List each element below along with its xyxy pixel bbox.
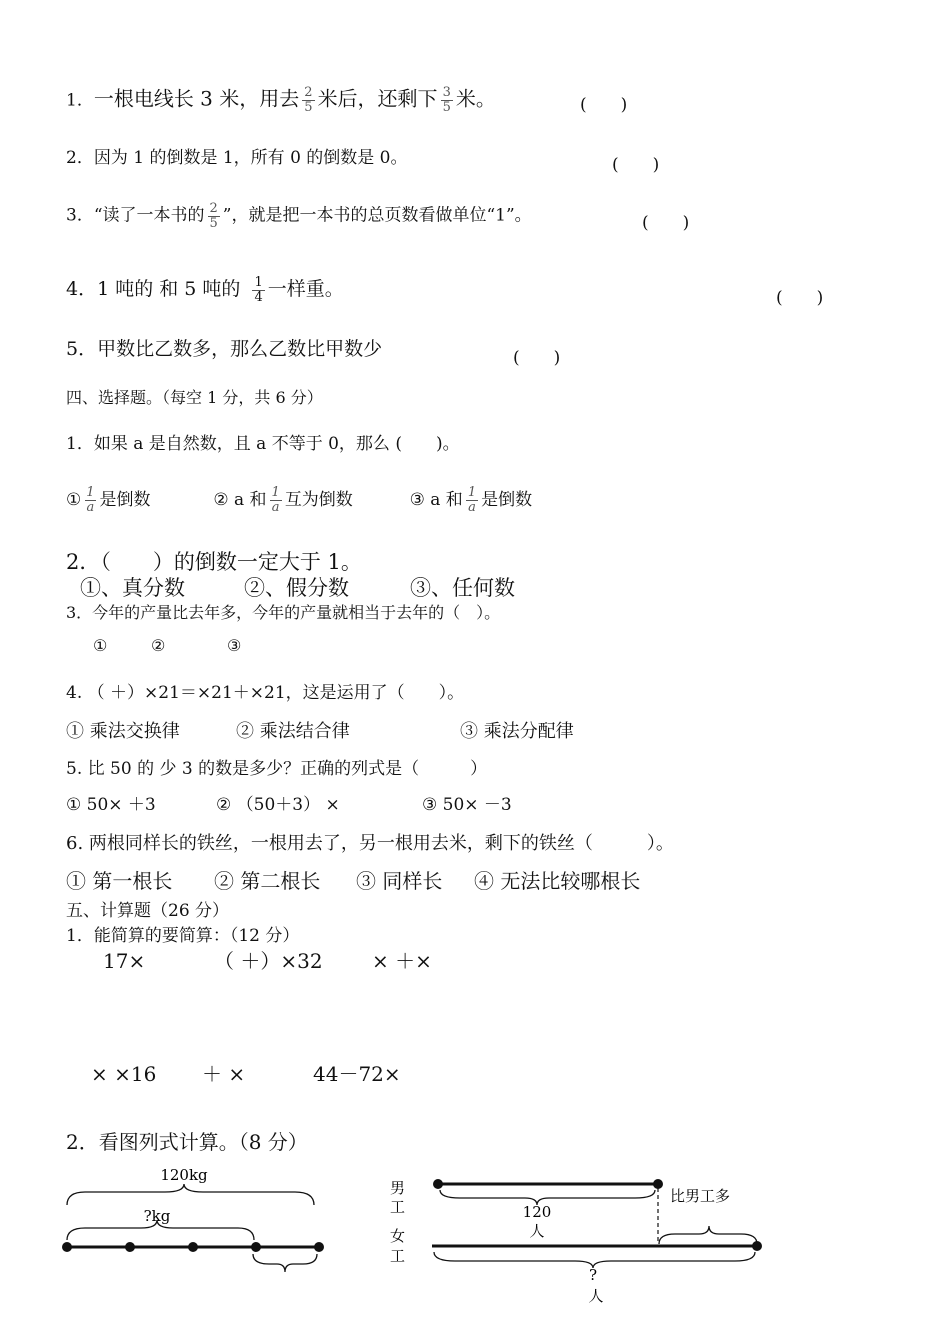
choice-q2-option-1[interactable]: ①、真分数 [80, 576, 185, 600]
fraction-1-a [466, 486, 478, 514]
fraction-numerator: 1 [271, 485, 280, 500]
fraction-1-a [84, 486, 96, 514]
calc-q1-expr-4: × ×16 [91, 1062, 157, 1086]
judge-q1-text-b: 米后，还剩下 [317, 86, 438, 111]
fraction-2-5 [208, 202, 220, 230]
fraction-numerator: 3 [442, 85, 451, 100]
option-text: 互为倒数 [284, 489, 353, 510]
calc-q1-expr-3: × ＋× [372, 949, 432, 973]
choice-q2-option-3[interactable]: ③、任何数 [410, 576, 515, 600]
fig1-point [314, 1242, 324, 1252]
fig2-more-label: 比男工多 [670, 1187, 731, 1205]
choice-q2: 2．（ ）的倒数一定大于 1。 [66, 550, 362, 574]
choice-q1-option-2[interactable] [213, 485, 353, 515]
fig2-point [433, 1179, 443, 1189]
option-text: 是倒数 [481, 489, 533, 510]
section-header-choice: 四、选择题。（每空 1 分，共 6 分） [66, 388, 323, 407]
option-mark: ② a 和 [213, 489, 267, 510]
judge-q3-answer-blank[interactable]: ( ) [642, 213, 690, 233]
section-header-calc: 五、计算题（26 分） [66, 901, 230, 921]
fig2-male-label-2: 工 [390, 1198, 406, 1216]
fraction-1-a [270, 486, 282, 514]
calc-q1-expr-5: ＋ × [202, 1062, 246, 1086]
fraction-numerator: 1 [467, 485, 477, 500]
fig1-part-label: ?kg [143, 1207, 171, 1225]
fig2-total-label-1: ? [588, 1266, 598, 1284]
fig1-total-label: 120kg [160, 1166, 208, 1184]
fig1-point [62, 1242, 72, 1252]
fraction-2-5 [302, 86, 314, 114]
fig2-female-label-2: 工 [390, 1247, 406, 1265]
fraction-numerator: 1 [254, 275, 263, 290]
judge-q1-text-a: 一根电线长 3 米，用去 [93, 86, 300, 111]
choice-q3-option-2[interactable]: ② [151, 636, 166, 655]
judge-q4-answer-blank[interactable]: ( ) [776, 288, 824, 308]
choice-q6-option-3[interactable]: ③ 同样长 [356, 869, 443, 893]
choice-q5: 5. 比 50 的 少 3 的数是多少？正确的列式是（ ） [66, 759, 488, 779]
judge-q5-answer-blank[interactable]: ( ) [513, 348, 561, 368]
fraction-denominator: 5 [442, 99, 451, 115]
choice-q1-option-3[interactable] [409, 485, 533, 515]
option-text: 是倒数 [99, 489, 151, 510]
fraction-denominator: 5 [304, 99, 313, 115]
judge-q2: 2．因为 1 的倒数是 1，所有 0 的倒数是 0。 [66, 148, 408, 168]
choice-q3-option-3[interactable]: ③ [227, 636, 242, 655]
fraction-numerator: 1 [86, 485, 95, 500]
fig1-point [188, 1242, 198, 1252]
judge-q1-answer-blank[interactable]: ( ) [580, 95, 628, 115]
calc-q1-expr-2: （ ＋）×32 [214, 949, 323, 973]
fraction-denominator: 5 [209, 215, 218, 231]
segment-diagram-workers [385, 1168, 780, 1308]
judge-q2-answer-blank[interactable]: ( ) [612, 155, 660, 175]
calc-q1: 1．能简算的要简算：（12 分） [66, 926, 300, 946]
fig2-total-label-2: 人 [588, 1287, 604, 1305]
fig2-more-brace [659, 1226, 757, 1244]
judge-q3-text-a: 3．“读了一本书的 [66, 205, 205, 226]
calc-q1-expr-1: 17× [103, 949, 146, 973]
fig2-point [752, 1241, 762, 1251]
fraction-1-4 [252, 276, 264, 304]
choice-q1: 1．如果 a 是自然数，且 a 不等于 0，那么 ( )。 [66, 434, 460, 454]
calc-q1-expr-6: 44－72× [313, 1062, 401, 1086]
choice-q6-option-4[interactable]: ④ 无法比较哪根长 [474, 869, 641, 893]
judge-q1-text-c: 米。 [455, 86, 496, 111]
choice-q6: 6. 两根同样长的铁丝，一根用去了，另一根用去米，剩下的铁丝（ ）。 [66, 833, 674, 854]
choice-q6-option-1[interactable]: ① 第一根长 [66, 869, 173, 893]
fig1-point [125, 1242, 135, 1252]
fig1-total-brace [67, 1184, 314, 1205]
choice-q1-option-1[interactable] [66, 485, 151, 515]
fraction-numerator: 2 [304, 85, 313, 100]
choice-q3-option-1[interactable]: ① [93, 636, 108, 655]
choice-q6-option-2[interactable]: ② 第二根长 [214, 869, 321, 893]
fraction-3-5 [441, 86, 453, 114]
judge-q3 [66, 202, 532, 230]
fig2-point [653, 1179, 663, 1189]
fraction-denominator: 4 [254, 289, 263, 305]
calc-q2: 2．看图列式计算。（8 分） [66, 1130, 308, 1154]
judge-q4-text-a: 4．1 吨的 和 5 吨的 [66, 278, 241, 301]
fig2-male-count-1: 120 [522, 1203, 552, 1221]
fig1-rest-brace [253, 1254, 317, 1272]
segment-diagram-weight [55, 1160, 340, 1280]
fraction-denominator: a [468, 499, 476, 515]
fraction-denominator: a [86, 499, 95, 515]
judge-q4-text-b: 一样重。 [267, 278, 344, 301]
judge-q4 [66, 276, 344, 304]
choice-q4-option-2[interactable]: ② 乘法结合律 [236, 721, 350, 742]
choice-q3: 3．今年的产量比去年多，今年的产量就相当于去年的（ ）。 [66, 603, 501, 622]
option-mark: ③ a 和 [409, 489, 463, 510]
choice-q2-option-2[interactable]: ②、假分数 [244, 576, 349, 600]
fig2-male-count-2: 人 [529, 1222, 545, 1240]
judge-q1-num: 1． [66, 90, 94, 111]
fig1-point [251, 1242, 261, 1252]
choice-q4-option-3[interactable]: ③ 乘法分配律 [460, 721, 574, 742]
fig2-female-label-1: 女 [390, 1227, 406, 1245]
fig2-male-label-1: 男 [390, 1179, 406, 1197]
choice-q4: 4. （ ＋）×21＝×21＋×21，这是运用了（ ）。 [66, 683, 465, 703]
judge-q5: 5．甲数比乙数多，那么乙数比甲数少 [66, 338, 383, 360]
choice-q1-options [66, 486, 532, 514]
fraction-denominator: a [271, 499, 280, 515]
choice-q4-option-1[interactable]: ① 乘法交换律 [66, 721, 180, 742]
fraction-numerator: 2 [209, 201, 218, 216]
choice-q5-option-2[interactable]: ② （50＋3） × [216, 795, 340, 815]
judge-q1 [66, 86, 496, 114]
choice-q5-option-1[interactable]: ① 50× ＋3 [66, 795, 156, 815]
judge-q3-text-b: ”，就是把一本书的总页数看做单位“1”。 [222, 205, 532, 226]
option-mark: ① [66, 489, 82, 510]
choice-q5-option-3[interactable]: ③ 50× －3 [422, 795, 512, 815]
